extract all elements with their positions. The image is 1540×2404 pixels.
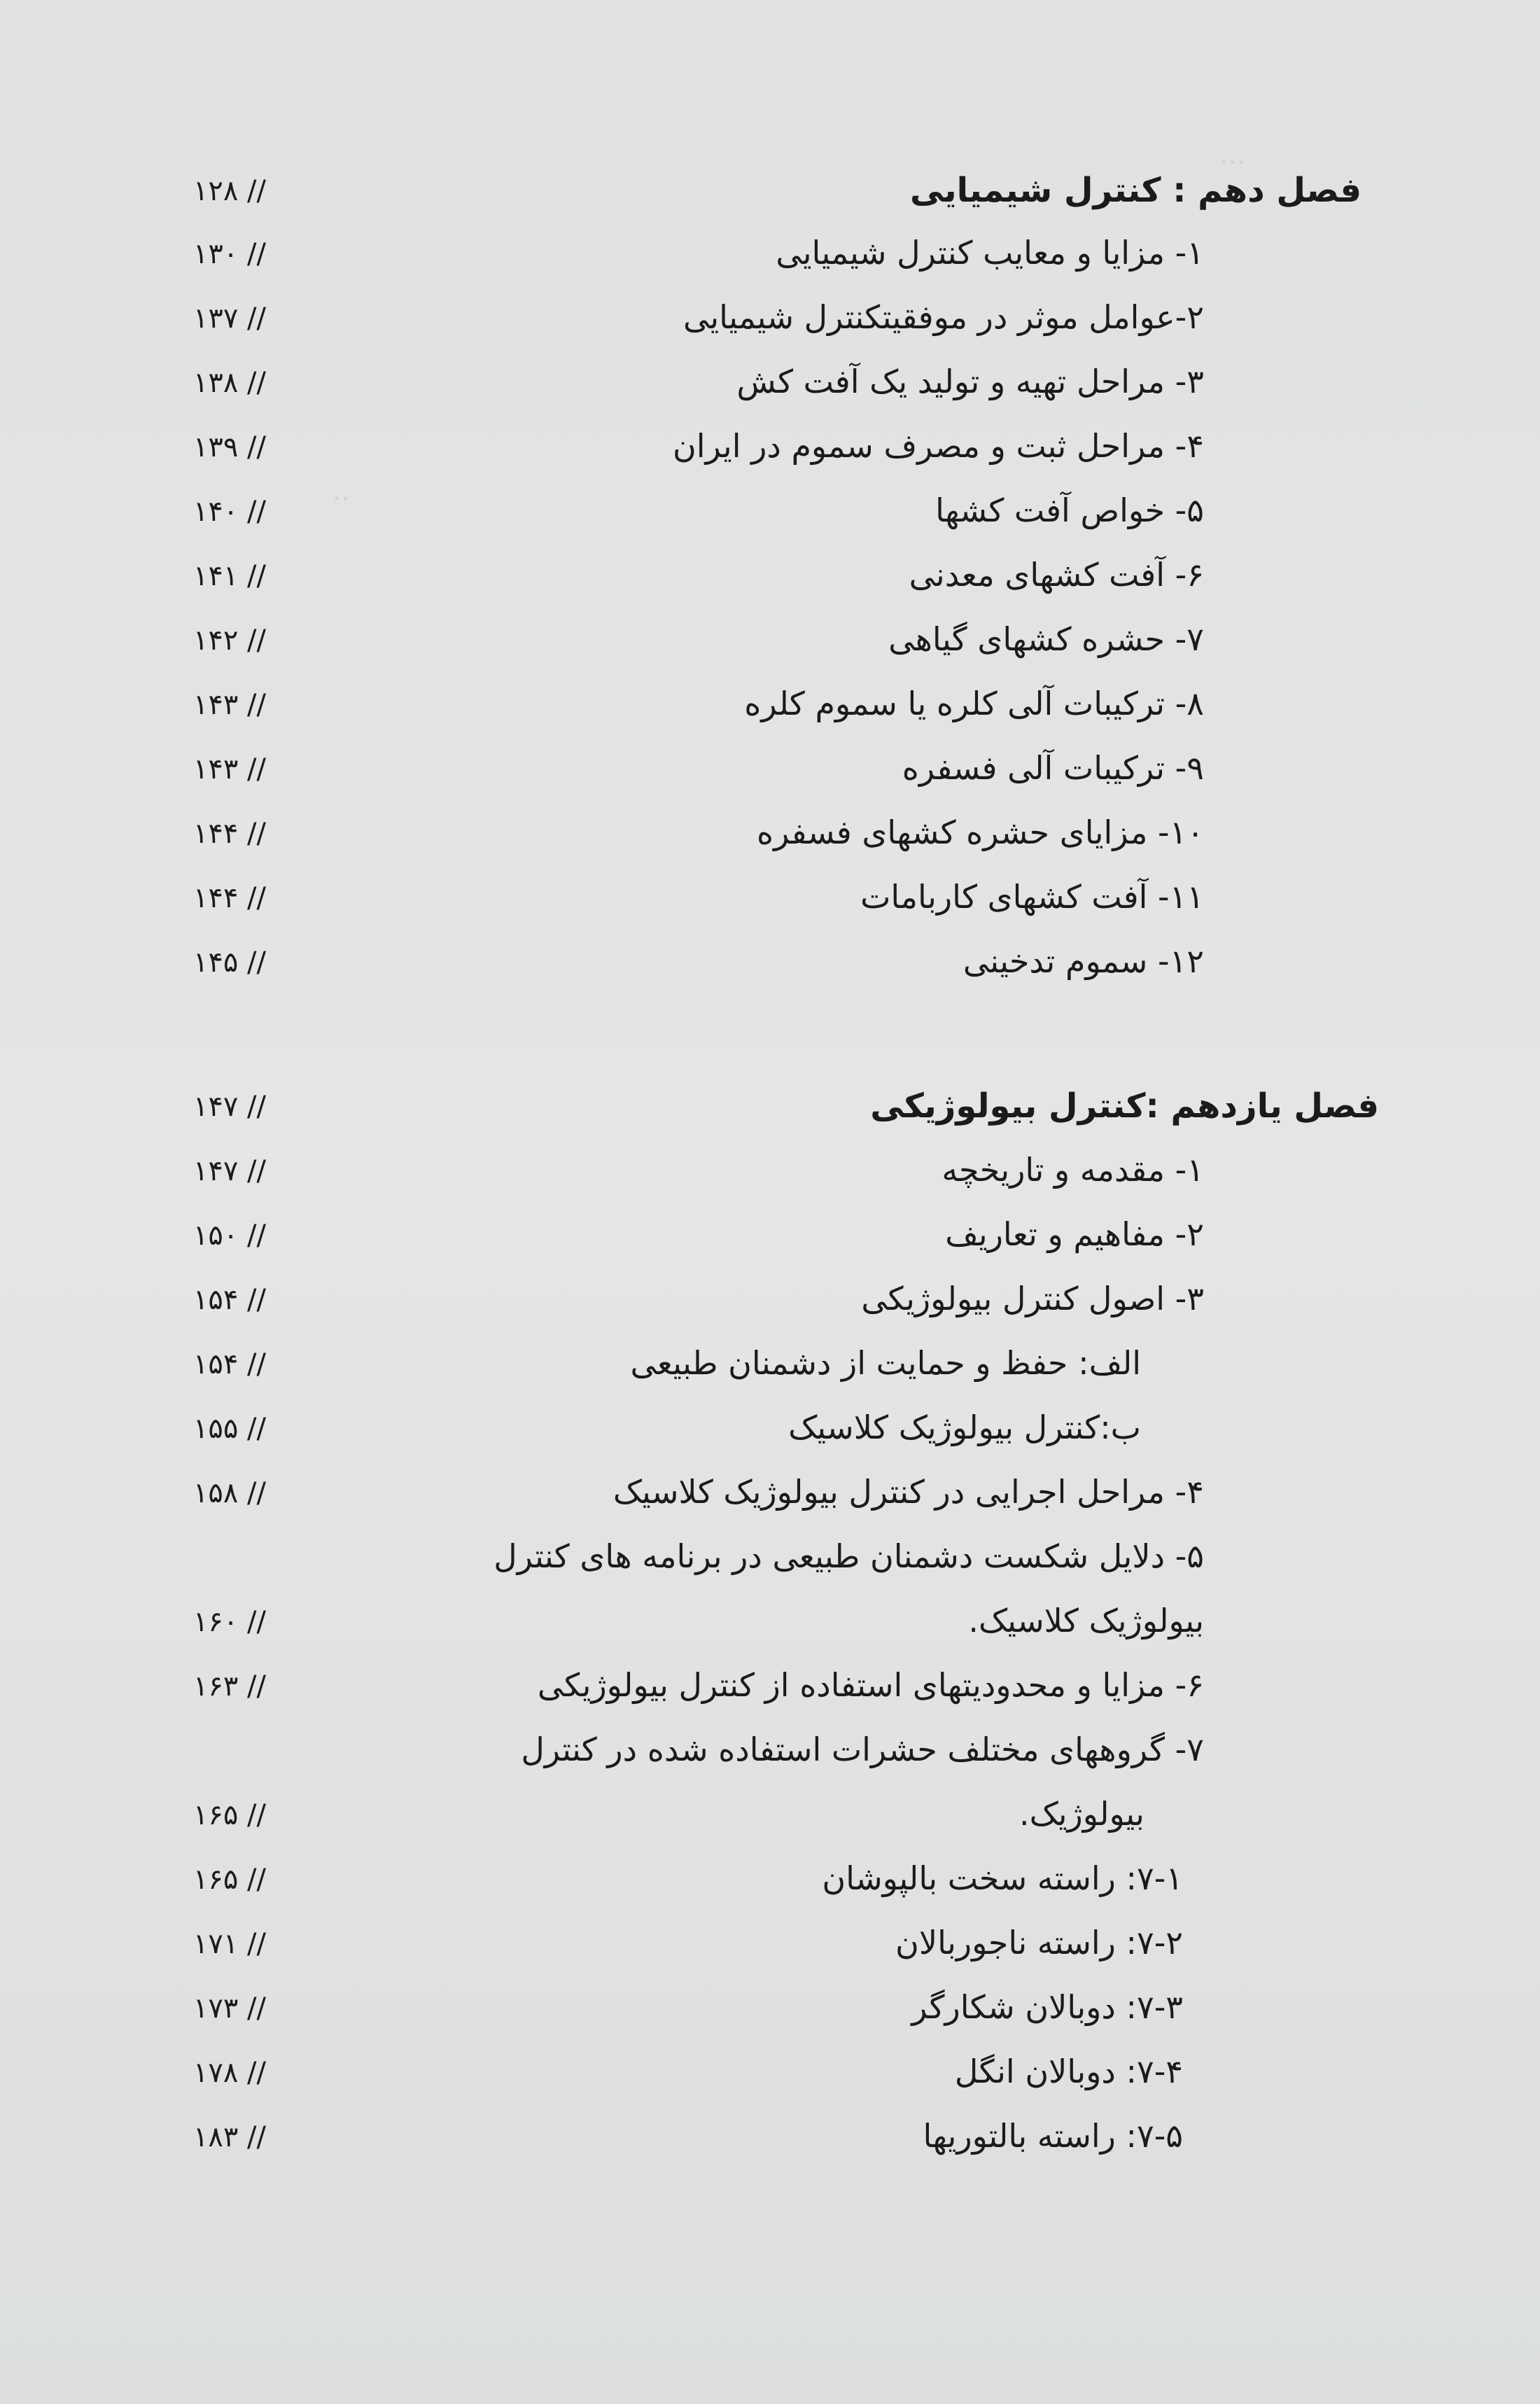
toc-entry-title: فصل دهم : کنترل شیمیایی [910,171,1362,210]
toc-entry-title: بیولوژیک. [1018,1795,1144,1833]
toc-page-number: // ۱۵۴ [192,1348,266,1381]
toc-entry [0,1210,1540,1273]
toc-page-number: // ۱۸۳ [192,2121,266,2153]
toc-page-number: // ۱۳۸ [192,367,266,399]
toc-entry [0,937,1540,1000]
toc-entry-title: بیولوژیک کلاسیک. [968,1602,1204,1640]
toc-page-number: // ۱۳۹ [192,431,266,463]
toc-entry [0,1274,1540,1337]
toc-page-number: // ۱۴۴ [192,882,266,914]
toc-entry [0,293,1540,356]
toc-page-number: // ۱۶۰ [192,1606,266,1638]
toc-page-number: // ۱۷۳ [192,1992,266,2025]
toc-entry-title: ۱- مقدمه و تاریخچه [941,1151,1204,1189]
toc-entry [0,872,1540,935]
toc-entry-title: ۱- مزایا و معایب کنترل شیمیایی [776,234,1204,272]
toc-page-number: // ۱۵۸ [192,1477,266,1509]
toc-entry-continued [0,1789,1540,1852]
toc-chapter-heading [0,165,1540,228]
toc-subentry [0,2111,1540,2174]
toc-page-number: // ۱۲۸ [192,175,266,207]
toc-entry-title: ۳- اصول کنترل بیولوژیکی [861,1280,1204,1318]
toc-entry-title: ۱۰- مزایای حشره کشهای فسفره [756,813,1204,851]
toc-entry-title: ۵- دلایل شکست دشمنان طبیعی در برنامه های کنترل [493,1537,1204,1575]
toc-subentry [0,1983,1540,2046]
toc-entry-title: ۷-۲: راسته ناجوربالان [895,1924,1183,1962]
toc-entry [0,615,1540,678]
toc-entry-title: ۱۱- آفت کشهای کاربامات [860,878,1204,916]
show-through-text: ··· [1219,147,1246,179]
toc-entry-title: ۹- ترکیبات آلی فسفره [902,749,1204,787]
toc-page-number: // ۱۴۱ [192,560,266,592]
toc-entry-title: ب:کنترل بیولوژیک کلاسیک [788,1409,1141,1446]
toc-subentry [0,1339,1540,1402]
toc-entry [0,1661,1540,1724]
toc-entry [0,486,1540,549]
toc-subentry [0,2047,1540,2110]
toc-entry [0,550,1540,613]
toc-page-number: // ۱۴۳ [192,689,266,721]
toc-entry-title: ۷-۳: دوبالان شکارگر [911,1988,1183,2026]
toc-page-number: // ۱۴۵ [192,946,266,979]
toc-entry [0,1467,1540,1530]
toc-subentry [0,1854,1540,1917]
toc-page-number: // ۱۴۴ [192,818,266,850]
toc-entry-title: ۷-۱: راسته سخت بالپوشان [822,1859,1183,1897]
toc-page-number: // ۱۳۷ [192,302,266,335]
toc-entry-title: ۲-عوامل موثر در موفقیتکنترل شیمیایی [682,298,1204,336]
toc-page-number: // ۱۶۳ [192,1670,266,1703]
toc-entry [0,808,1540,871]
toc-entry-title: ۸- ترکیبات آلی کلره یا سموم کلره [744,685,1204,722]
toc-entry-continued [0,1596,1540,1659]
toc-entry-title: ۷- گروههای مختلف حشرات استفاده شده در کنترل [521,1731,1204,1768]
toc-entry [0,1725,1540,1788]
toc-page-number: // ۱۳۰ [192,238,266,270]
toc-page-number: // ۱۶۵ [192,1864,266,1896]
toc-subentry [0,1403,1540,1466]
toc-page-number: // ۱۴۳ [192,753,266,785]
toc-entry-title: ۷-۴: دوبالان انگل [954,2053,1183,2090]
toc-subentry [0,1918,1540,1981]
toc-page-number: // ۱۷۱ [192,1928,266,1960]
toc-page-number: // ۱۴۷ [192,1091,266,1123]
toc-entry [0,357,1540,420]
toc-entry-title: ۴- مراحل ثبت و مصرف سموم در ایران [672,427,1204,465]
toc-entry-title: ۱۲- سموم تدخینی [962,942,1204,980]
toc-page-number: // ۱۷۸ [192,2057,266,2089]
toc-entry-title: فصل یازدهم :کنترل بیولوژیکی [870,1086,1379,1126]
toc-page-number: // ۱۶۵ [192,1799,266,1831]
toc-entry [0,679,1540,742]
toc-entry [0,1145,1540,1208]
toc-entry [0,228,1540,291]
toc-entry-title: ۲- مفاهیم و تعاریف [945,1215,1204,1253]
toc-entry-title: ۶- مزایا و محدودیتهای استفاده از کنترل بیولوژیکی [537,1666,1204,1704]
toc-chapter-heading [0,1081,1540,1144]
toc-entry [0,743,1540,806]
show-through-text: ·· [332,483,350,515]
toc-page-number: // ۱۴۷ [192,1155,266,1187]
toc-entry-title: ۴- مراحل اجرایی در کنترل بیولوژیک کلاسیک [612,1473,1204,1511]
toc-entry-title: ۵- خواص آفت کشها [935,491,1204,529]
toc-entry-title: الف: حفظ و حمایت از دشمنان طبیعی [630,1344,1141,1382]
toc-page-number: // ۱۵۰ [192,1220,266,1252]
toc-page-number: // ۱۴۲ [192,624,266,657]
toc-page-number: // ۱۴۰ [192,496,266,528]
toc-entry-title: ۷-۵: راسته بالتوریها [923,2117,1183,2155]
toc-entry [0,1532,1540,1595]
toc-entry [0,421,1540,484]
toc-entry-title: ۷- حشره کشهای گیاهی [888,620,1204,658]
toc-entry-title: ۶- آفت کشهای معدنی [909,556,1204,594]
toc-entry-title: ۳- مراحل تهیه و تولید یک آفت کش [736,363,1204,400]
toc-page-number: // ۱۵۵ [192,1413,266,1445]
toc-page-number: // ۱۵۴ [192,1284,266,1316]
